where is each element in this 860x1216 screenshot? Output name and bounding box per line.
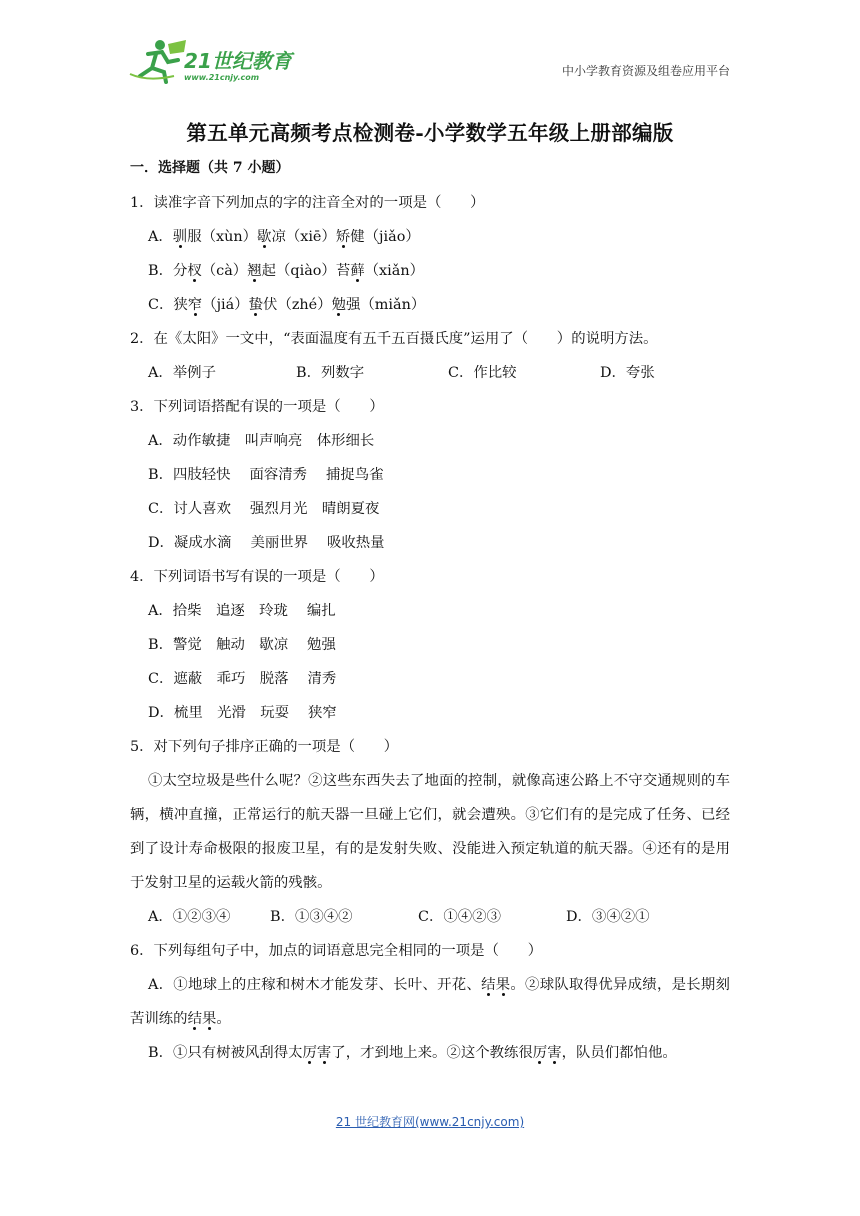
question-3-option-a: A．动作敏捷 叫声响亮 体形细长 [148, 433, 375, 449]
logo-text: 21世纪教育 [184, 49, 292, 73]
dotted-char: 歇 [257, 229, 272, 245]
dotted-char: 果 [495, 977, 511, 993]
question-3-option-b: B．四肢轻快 面容清秀 捕捉鸟雀 [148, 467, 384, 483]
question-4-option-c: C．遮蔽 乖巧 脱落 清秀 [148, 671, 337, 687]
dotted-char: 藓 [350, 263, 365, 279]
dotted-char: 结 [481, 977, 496, 993]
dotted-char: 杈 [187, 263, 202, 279]
option-b: B．列数字 [296, 365, 365, 381]
question-1-option-c [130, 288, 730, 322]
option-text: 起（qiào）苔 [261, 263, 351, 279]
question-6-stem: 6．下列每组句子中，加点的词语意思完全相同的一项是（ ） [130, 943, 543, 959]
question-3-option-c: C．讨人喜欢 强烈月光 晴朗夏夜 [148, 501, 380, 517]
question-5-passage: ①太空垃圾是些什么呢？②这些东西失去了地面的控制，就像高速公路上不守交通规则的车辆，横冲直撞，正常运行的航天器一旦碰上它们，就会遭殃。③它们有的是完成了任务、已经到了设计寿命极限的报废卫星，有的是发射失败、没能进入预定轨道的航天器。④还有的是用于发射卫星的运载火箭的残骸。 [130, 773, 730, 891]
runner-icon [130, 40, 186, 82]
option-text: （cà） [201, 263, 248, 279]
dotted-char: 结 [187, 1011, 202, 1027]
option-label: A． [148, 229, 173, 245]
question-1-option-a [130, 220, 730, 254]
option-text: B．①只有树被风刮得太 [148, 1045, 303, 1061]
option-text: 。②球队取得优异成绩，是长期刻苦训练的 [130, 977, 730, 1027]
dotted-char: 蛰 [248, 297, 264, 313]
question-4-stem: 4．下列词语书写有误的一项是（ ） [130, 569, 384, 585]
option-text: 强（miǎn） [346, 297, 426, 313]
option-b: B．①③④② [270, 909, 353, 925]
dotted-char: 果 [201, 1011, 217, 1027]
question-4-option-a: A．拾柴 追逐 玲珑 编扎 [148, 603, 336, 619]
dotted-char: 驯 [172, 229, 188, 245]
question-4-option-b: B．警觉 触动 歇凉 勉强 [148, 637, 336, 653]
option-d: D．夸张 [600, 365, 655, 381]
page-title: 第五单元高频考点检测卷-小学数学五年级上册部编版 [186, 121, 674, 145]
option-text: A．①地球上的庄稼和树木才能发芽、长叶、开花、 [148, 977, 482, 993]
option-text: （xiǎn） [364, 263, 424, 279]
option-text: 伏（zhé） [263, 297, 332, 313]
site-logo [128, 38, 298, 84]
option-text: 服（xùn） [187, 229, 258, 245]
option-text: 凉（xiē） [271, 229, 336, 245]
option-a: A．①②③④ [148, 909, 231, 925]
question-3-stem: 3．下列词语搭配有误的一项是（ ） [130, 399, 384, 415]
question-4-option-d: D．梳里 光滑 玩耍 狭窄 [148, 705, 337, 721]
dotted-char: 窄 [187, 297, 203, 313]
option-a: A．举例子 [148, 365, 216, 381]
option-text: （jiá） [202, 297, 249, 313]
question-1-option-b [130, 254, 730, 288]
section-heading: 一．选择题（共 7 小题） [130, 160, 290, 176]
option-label: B．分 [148, 263, 188, 279]
question-3-option-d: D．凝成水滴 美丽世界 吸收热量 [148, 535, 385, 551]
question-1-stem: 1．读准字音下列加点的字的注音全对的一项是（ ） [130, 195, 485, 211]
dotted-char: 勉 [331, 297, 346, 313]
dotted-char: 厉 [532, 1045, 548, 1061]
question-2-stem: 2．在《太阳》一文中，“表面温度有五千五百摄氏度”运用了（ ）的说明方法。 [130, 331, 658, 347]
question-2-options [130, 356, 730, 390]
question-5-stem: 5．对下列句子排序正确的一项是（ ） [130, 739, 399, 755]
question-5-options [130, 900, 730, 934]
dotted-char: 害 [316, 1045, 332, 1061]
option-text: ，队员们都怕他。 [561, 1045, 677, 1061]
logo-url: www.21cnjy.com [184, 73, 260, 82]
option-label: C．狭 [148, 297, 188, 313]
option-text: 健（jiǎo） [350, 229, 420, 245]
page-header [0, 0, 860, 100]
option-text: 。 [216, 1011, 231, 1027]
option-d: D．③④②① [566, 909, 650, 925]
option-c: C．①④②③ [418, 909, 501, 925]
question-6-option-a [130, 968, 730, 1036]
dotted-char: 厉 [302, 1045, 317, 1061]
option-c: C．作比较 [448, 365, 517, 381]
dotted-char: 翘 [247, 263, 262, 279]
platform-label: 中小学教育资源及组卷应用平台 [561, 64, 730, 78]
dotted-char: 矫 [335, 229, 351, 245]
question-6-option-b [130, 1036, 730, 1070]
question-list [130, 186, 730, 1070]
dotted-char: 害 [547, 1045, 562, 1061]
option-text: 了，才到地上来。②这个教练很 [331, 1045, 533, 1061]
footer-link[interactable]: 21 世纪教育网(www.21cnjy.com) [335, 1115, 525, 1129]
